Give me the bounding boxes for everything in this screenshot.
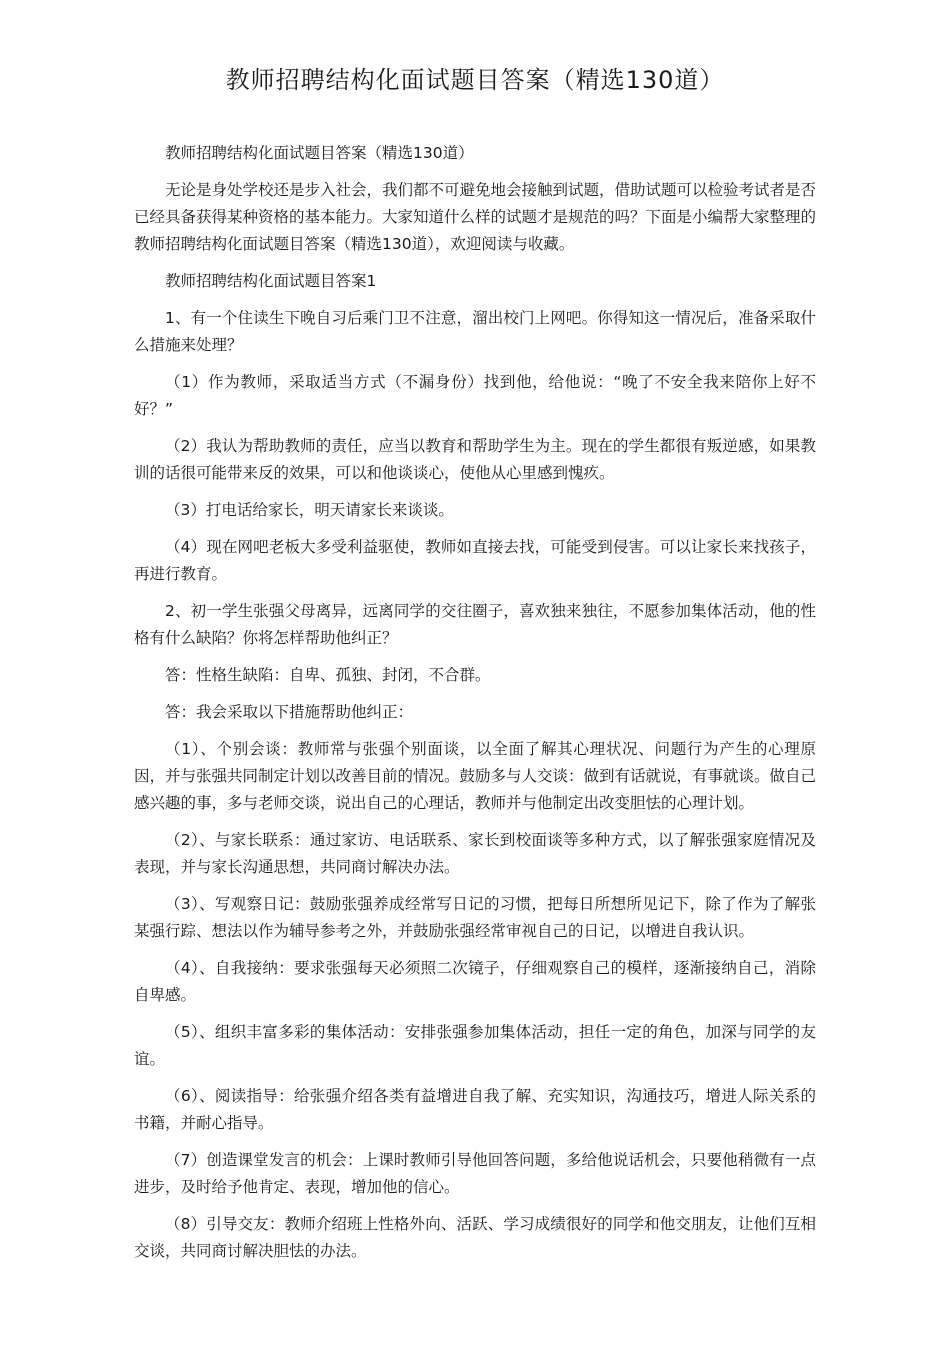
question-2: 2、初一学生张强父母离异，远离同学的交往圈子，喜欢独来独往，不愿参加集体活动，他的性格有什么缺陷？你将怎样帮助他纠正？ [134, 602, 816, 647]
answer-2-point-1: （1）、个别会谈：教师常与张强个别面谈，以全面了解其心理状况、问题行为产生的心理原因，并与张强共同制定计划以改善目前的情况。鼓励多与人交谈：做到有话就说，有事就谈。做自己感兴趣的事，多与老师交谈，说出自己的心理话，教师并与他制定出改变胆怯的心理计划。 [134, 740, 817, 812]
document-body [134, 140, 816, 1265]
answer-2-part-1: 答：性格生缺陷：自卑、孤独、封闭，不合群。 [165, 666, 491, 684]
answer-1-point-1: （1）作为教师，采取适当方式（不漏身份）找到他，给他说：“晚了不安全我来陪你上好不好？” [134, 373, 816, 418]
answer-2-point-2: （2）、与家长联系：通过家访、电话联系、家长到校面谈等多种方式，以了解张强家庭情况及表现，并与家长沟通思想，共同商讨解决办法。 [134, 831, 816, 876]
question-1: 1、有一个住读生下晚自习后乘门卫不注意，溜出校门上网吧。你得知这一情况后，准备采取什么措施来处理？ [134, 309, 816, 354]
section-heading: 教师招聘结构化面试题目答案1 [165, 272, 377, 290]
intro-paragraph: 无论是身处学校还是步入社会，我们都不可避免地会接触到试题，借助试题可以检验考试者是否已经具备获得某种资格的基本能力。大家知道什么样的试题才是规范的吗？下面是小编帮大家整理的教师招聘结构化面试题目答案（精选130道），欢迎阅读与收藏。 [134, 181, 817, 253]
answer-2-point-3: （3）、写观察日记：鼓励张强养成经常写日记的习惯，把每日所想所见记下，除了作为了解张某强行踪、想法以作为辅导参考之外，并鼓励张强经常审视自己的日记，以增进自我认识。 [134, 895, 816, 940]
answer-1-point-3: （3）打电话给家长，明天请家长来谈谈。 [165, 501, 454, 519]
answer-2-part-2: 答：我会采取以下措施帮助他纠正： [165, 703, 414, 721]
answer-2-point-4: （4）、自我接纳：要求张强每天必须照二次镜子，仔细观察自己的模样，逐渐接纳自己，消除自卑感。 [134, 959, 816, 1004]
answer-2-point-6: （6）、阅读指导：给张强介绍各类有益增进自我了解、充实知识，沟通技巧，增进人际关系的书籍，并耐心指导。 [134, 1087, 816, 1132]
answer-2-point-8: （8）引导交友：教师介绍班上性格外向、活跃、学习成绩很好的同学和他交朋友，让他们互相交谈，共同商讨解决胆怯的办法。 [134, 1215, 816, 1260]
answer-2-point-5: （5）、组织丰富多彩的集体活动：安排张强参加集体活动，担任一定的角色，加深与同学的友谊。 [134, 1023, 816, 1068]
answer-1-point-4: （4）现在网吧老板大多受利益驱使，教师如直接去找，可能受到侵害。可以让家长来找孩子，再进行教育。 [134, 538, 816, 583]
document-title: 教师招聘结构化面试题目答案（精选130道） [225, 66, 725, 94]
subtitle-paragraph: 教师招聘结构化面试题目答案（精选130道） [165, 144, 474, 162]
answer-1-point-2: （2）我认为帮助教师的责任，应当以教育和帮助学生为主。现在的学生都很有叛逆感，如果教训的话很可能带来反的效果，可以和他谈谈心，使他从心里感到愧疚。 [134, 437, 816, 482]
answer-2-point-7: （7）创造课堂发言的机会：上课时教师引导他回答问题，多给他说话机会，只要他稍微有一点进步，及时给予他肯定、表现，增加他的信心。 [134, 1151, 816, 1196]
